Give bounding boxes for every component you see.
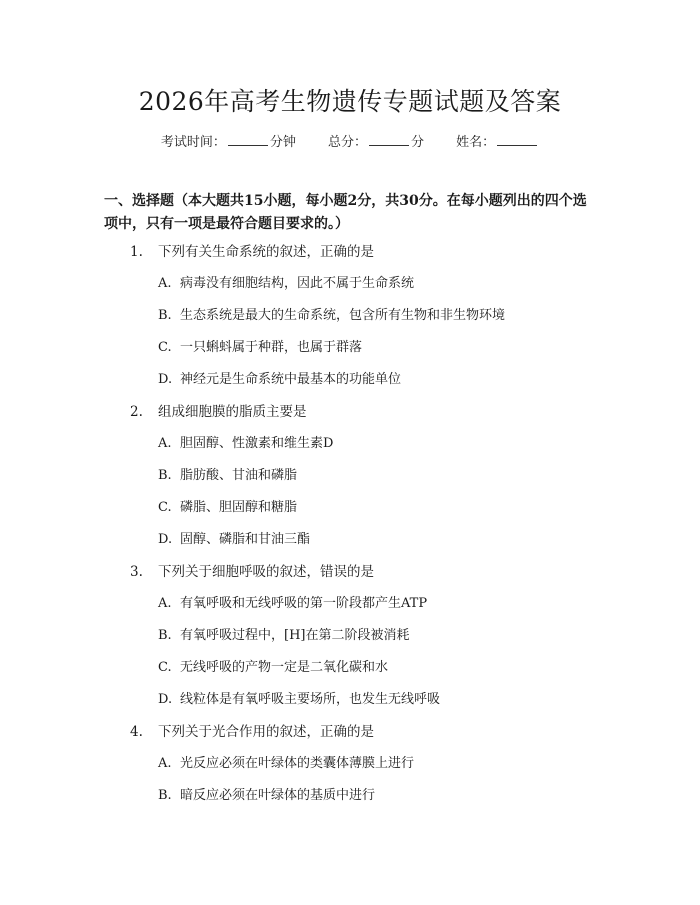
option-label: B. — [158, 628, 172, 643]
option — [104, 305, 624, 337]
option — [104, 657, 624, 689]
question-number: 1. — [130, 244, 143, 260]
option-label: B. — [158, 468, 172, 483]
total-score — [328, 135, 428, 150]
question — [104, 241, 624, 273]
option-label: B. — [158, 308, 172, 323]
score-blank — [369, 133, 409, 146]
question-number: 4. — [130, 724, 143, 740]
option — [104, 785, 624, 817]
option-text: 磷脂、胆固醇和糖脂 — [180, 500, 298, 515]
option — [104, 433, 624, 465]
option-text: 脂肪酸、甘油和磷脂 — [180, 468, 298, 483]
option — [104, 529, 624, 561]
section-heading: 一、选择题（本大题共15小题，每小题2分，共30分。在每小题列出的四个选项中，只有一项是最符合题目要求的。） — [104, 193, 587, 232]
option — [104, 337, 624, 369]
option — [104, 497, 624, 529]
option-text: 有氧呼吸过程中，[H]在第二阶段被消耗 — [180, 628, 410, 643]
question-text: 下列有关生命系统的叙述，正确的是 — [158, 244, 374, 260]
option-text: 胆固醇、性激素和维生素D — [180, 436, 334, 451]
option-text: 神经元是生命系统中最基本的功能单位 — [180, 372, 402, 387]
option-text: 有氧呼吸和无线呼吸的第一阶段都产生ATP — [180, 596, 428, 611]
option-label: A. — [158, 756, 172, 771]
option — [104, 369, 624, 401]
question — [104, 561, 624, 593]
option-label: C. — [158, 660, 172, 675]
question-text: 组成细胞膜的脂质主要是 — [158, 404, 307, 420]
option-label: C. — [158, 500, 172, 515]
exam-time — [161, 135, 300, 150]
option — [104, 593, 624, 625]
option-label: A. — [158, 596, 172, 611]
option-label: A. — [158, 276, 172, 291]
option-label: D. — [158, 532, 173, 547]
time-blank — [228, 133, 268, 146]
question — [104, 401, 624, 433]
option-text: 病毒没有细胞结构，因此不属于生命系统 — [180, 276, 415, 291]
option-label: B. — [158, 788, 172, 803]
option — [104, 625, 624, 657]
name-blank — [497, 133, 537, 146]
option — [104, 273, 624, 305]
student-name — [456, 135, 539, 150]
option-text: 生态系统是最大的生命系统，包含所有生物和非生物环境 — [180, 308, 506, 323]
option-text: 光反应必须在叶绿体的类囊体薄膜上进行 — [180, 756, 415, 771]
question-number: 2. — [130, 404, 143, 420]
option-text: 暗反应必须在叶绿体的基质中进行 — [180, 788, 376, 803]
question-text: 下列关于细胞呼吸的叙述，错误的是 — [158, 564, 374, 580]
question-number: 3. — [130, 564, 143, 580]
question-list — [104, 241, 624, 817]
option — [104, 753, 624, 785]
time-label: 考试时间： — [160, 135, 226, 150]
option-label: A. — [158, 436, 172, 451]
score-unit: 分 — [411, 135, 425, 150]
question — [104, 721, 624, 753]
option — [104, 465, 624, 497]
option-label: D. — [158, 692, 173, 707]
option-text: 固醇、磷脂和甘油三酯 — [180, 532, 311, 547]
option-text: 无线呼吸的产物一定是二氧化碳和水 — [180, 660, 389, 675]
option-label: C. — [158, 340, 172, 355]
exam-meta — [0, 131, 700, 150]
score-label: 总分： — [327, 135, 367, 150]
option-text: 一只蝌蚪属于种群，也属于群落 — [180, 340, 363, 355]
time-unit: 分钟 — [269, 135, 296, 150]
option-label: D. — [158, 372, 173, 387]
option-text: 线粒体是有氧呼吸主要场所，也发生无线呼吸 — [180, 692, 441, 707]
option — [104, 689, 624, 721]
question-text: 下列关于光合作用的叙述，正确的是 — [158, 724, 374, 740]
name-label: 姓名： — [456, 135, 496, 150]
page-title: 2026年高考生物遗传专题试题及答案 — [138, 87, 562, 116]
